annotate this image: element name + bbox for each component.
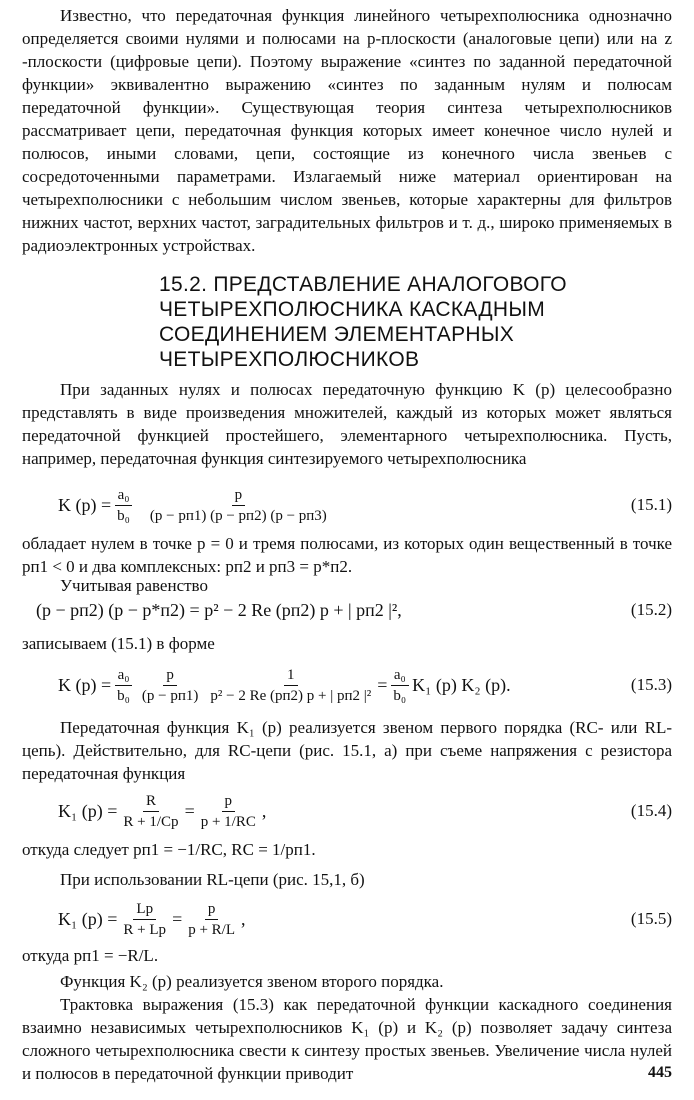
heading-line-1: 15.2. ПРЕДСТАВЛЕНИЕ АНАЛОГОВОГО — [159, 273, 567, 296]
denominator: p + 1/RC — [200, 813, 256, 830]
paragraph-text: обладает нулем в точке p = 0 и тремя полюсами, из которых один вещественный в точке pп1 < 0 и два комплексных: pп2 и pп3 = p*п2. — [22, 534, 672, 576]
paragraph-text: Учитывая равенство — [60, 576, 208, 595]
section-title — [159, 272, 659, 372]
paragraph-6 — [22, 716, 672, 785]
denominator: (p − pп1) — [141, 687, 199, 704]
equation-body: (p − pп2) (p − p*п2) = p² − 2 Re (pп2) p + | pп2 |², — [36, 599, 402, 620]
paragraph-text: Известно, что передаточная функция линейного четырехполюсника однозначно определяется своими нулями и полюсами на p-плоскости (аналоговые цепи) или на z -плоскости (цифровые цепи). Поэтому выражение «синтез по заданной передаточной функции» эквивалентно выражению «синтез по заданным нулям и полюсам передаточной функции». Существующая теория синтеза четырехполюсников рассматривает цепи, передаточная функция которых имеет конечное число нулей и полюсов, иными словами, цепи, состоящие из конечного числа звеньев с сосредоточенными параметрами. Излагаемый ниже материал ориентирован на четырехполюсники с небольшим числом звеньев, которые характерны для фильтров нижних частот, верхних частот, заградительных фильтров и т. д., широко применяемых в радиоэлектронных устройствах. — [22, 6, 672, 255]
equals-sign: = — [377, 674, 388, 695]
fraction — [198, 792, 259, 831]
equation-body — [58, 896, 246, 942]
paragraph-10 — [22, 970, 672, 993]
paragraph-text: записываем (15.1) в форме — [22, 634, 215, 653]
equation-15-5 — [22, 896, 672, 942]
fraction — [120, 900, 169, 939]
eq-lhs: K₁ (p) = — [58, 908, 118, 929]
paragraph-3 — [22, 532, 672, 578]
eq-tail: K₁ (p) K₂ (p). — [412, 674, 511, 695]
numerator: R — [143, 792, 159, 812]
denominator: p² − 2 Re (pп2) p + | pп2 |² — [210, 687, 372, 704]
equation-body — [58, 482, 333, 528]
denominator: R + 1/Cp — [123, 813, 179, 830]
numerator: Lp — [133, 900, 156, 920]
equation-body — [58, 662, 511, 708]
fraction — [390, 666, 409, 705]
paragraph-intro — [22, 4, 672, 257]
numerator: p — [222, 792, 236, 812]
denominator: b₀ — [117, 687, 130, 704]
equation-body — [58, 788, 266, 834]
equation-number: (15.2) — [630, 600, 672, 619]
equals-sign: = — [184, 800, 195, 821]
equation-number: (15.4) — [630, 801, 672, 820]
eq-lhs: K₁ (p) = — [58, 800, 118, 821]
denominator: b₀ — [117, 507, 130, 524]
fraction — [207, 666, 374, 705]
paragraph-8 — [22, 868, 672, 891]
paragraph-9 — [22, 944, 672, 967]
paragraph-text: откуда следует pп1 = −1/RC, RC = 1/pп1. — [22, 840, 316, 859]
paragraph-7 — [22, 838, 672, 861]
section-heading — [159, 272, 659, 372]
paragraph-text: откуда pп1 = −R/L. — [22, 946, 159, 965]
eq-lhs: K (p) = — [58, 494, 112, 515]
denominator: p + R/L — [188, 921, 236, 938]
denominator: (p − pп1) (p − pп2) (p − pп3) — [149, 507, 327, 524]
page-number: 445 — [648, 1064, 672, 1081]
eq-lhs: K (p) = — [58, 674, 112, 695]
eq-tail: , — [261, 800, 267, 821]
numerator: 1 — [284, 666, 298, 686]
equation-15-4 — [22, 788, 672, 834]
eq-tail: , — [241, 908, 246, 929]
heading-line-2: ЧЕТЫРЕХПОЛЮСНИКА КАСКАДНЫМ — [159, 298, 546, 321]
equation-15-2 — [22, 590, 672, 630]
fraction — [147, 486, 330, 525]
equation-number: (15.5) — [630, 909, 672, 928]
paragraph-text: При заданных нулях и полюсах передаточную функцию K (p) целесообразно представлять в виде произведения множителей, каждый из которых может являться передаточной функцией простейшего, элементарного четырехполюсника. Пусть, например, передаточная функция синтезируемого четырехполюсника — [22, 380, 672, 468]
equals-sign: = — [172, 908, 183, 929]
heading-line-3: СОЕДИНЕНИЕМ ЭЛЕМЕНТАРНЫХ — [159, 323, 515, 346]
denominator: b₀ — [393, 687, 407, 704]
fraction — [114, 666, 133, 705]
paragraph-11 — [22, 993, 672, 1085]
denominator: R + Lp — [123, 921, 167, 938]
paragraph-5 — [22, 632, 672, 655]
numerator: a₀ — [391, 666, 409, 686]
numerator: p — [205, 900, 219, 920]
paragraph-text: Трактовка выражения (15.3) как передаточной функции каскадного соединения взаимно независимых четырехполюсников K₁ (p) и K₂ (p) позволяет задачу синтеза сложного четырехполюсника свести к синтезу простых звеньев. Увеличение числа нулей и полюсов в передаточной функции приводит — [22, 995, 672, 1083]
paragraph-2 — [22, 378, 672, 470]
numerator: a₀ — [115, 486, 133, 506]
equation-number: (15.1) — [630, 495, 672, 514]
numerator: a₀ — [115, 666, 133, 686]
fraction — [114, 486, 133, 525]
fraction — [120, 792, 181, 831]
equation-15-1 — [22, 482, 672, 528]
paragraph-text: При использовании RL-цепи (рис. 15,1, б) — [60, 870, 365, 889]
paragraph-text: Передаточная функция K₁ (p) реализуется звеном первого порядка (RC- или RL-цепь). Действительно, для RC-цепи (рис. 15.1, а) при съеме напряжения с резистора передаточная функция — [22, 718, 672, 783]
fraction — [139, 666, 201, 705]
numerator: p — [232, 486, 246, 506]
equation-15-3 — [22, 662, 672, 708]
paragraph-text: Функция K₂ (p) реализуется звеном второго порядка. — [60, 972, 444, 991]
numerator: p — [163, 666, 177, 686]
fraction — [185, 900, 238, 939]
heading-line-4: ЧЕТЫРЕХПОЛЮСНИКОВ — [159, 348, 420, 371]
equation-number: (15.3) — [630, 675, 672, 694]
